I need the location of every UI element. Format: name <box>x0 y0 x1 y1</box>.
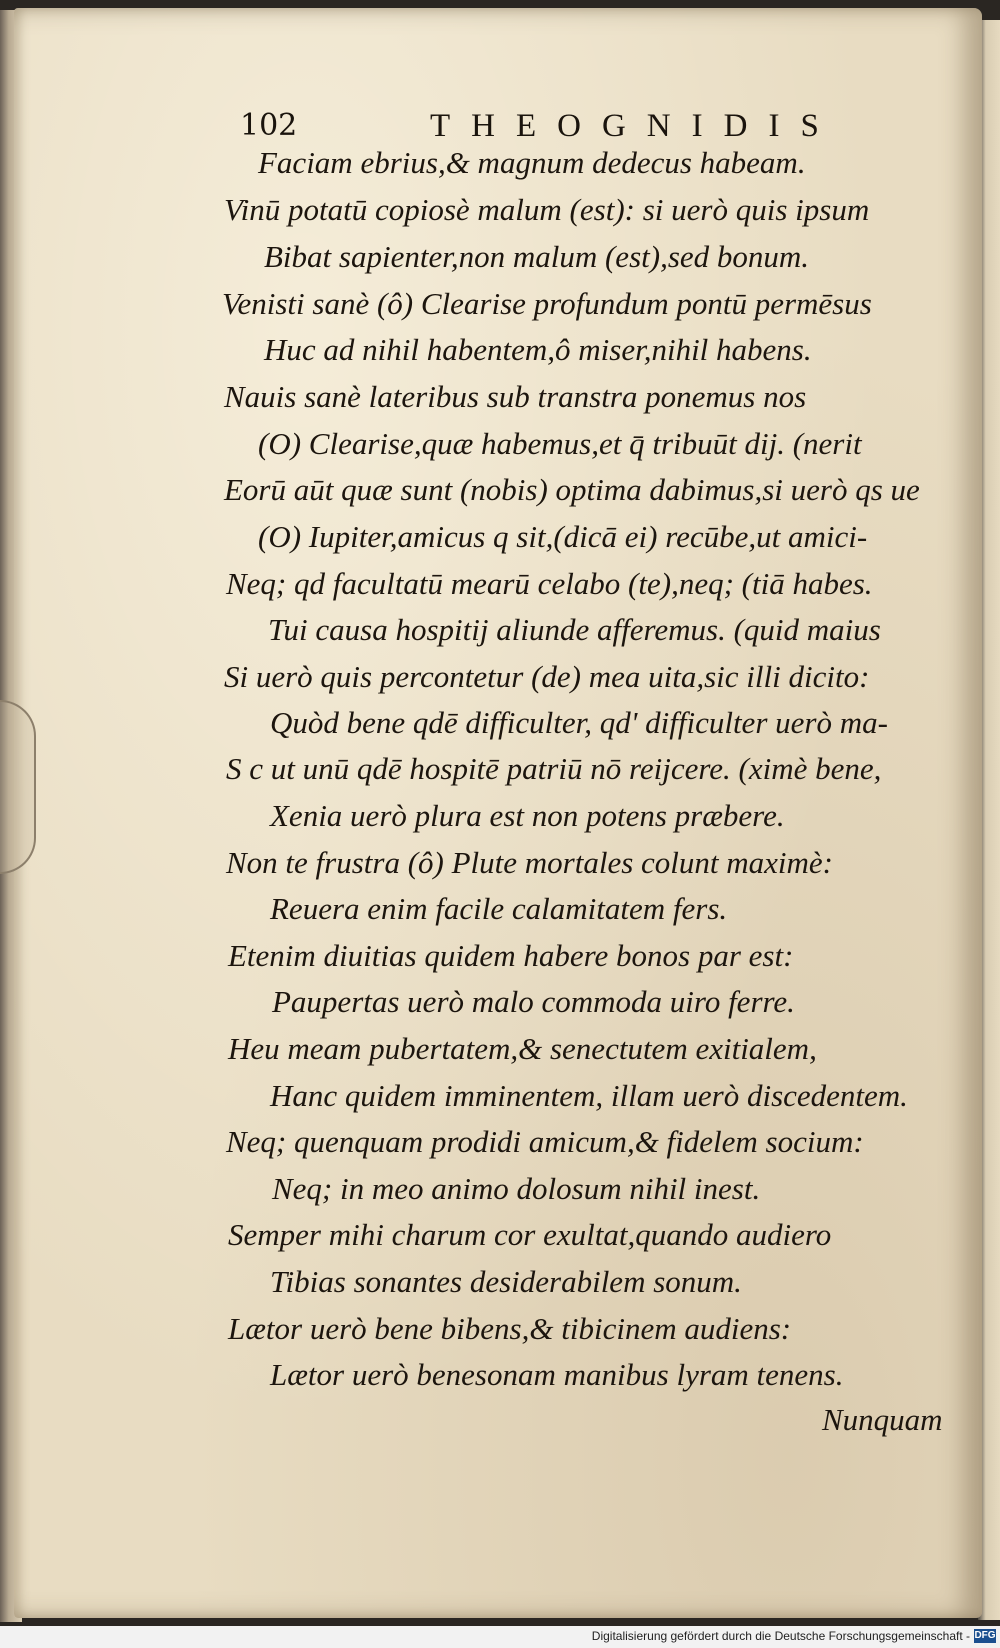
funding-credit: Digitalisierung gefördert durch die Deutsche Forschungsgemeinschaft - <box>591 1629 970 1643</box>
running-title: THEOGNIDIS <box>430 108 840 144</box>
text-line: Lætor uerò bene bibens,& tibicinem audiens: <box>228 1311 792 1346</box>
footer-bar <box>0 1626 1000 1648</box>
text-line: Bibat sapienter,non malum (est),sed bonum. <box>264 239 810 274</box>
text-line: Paupertas uerò malo commoda uiro ferre. <box>272 984 795 1019</box>
text-line: Neq; quenquam prodidi amicum,& fidelem socium: <box>226 1124 864 1159</box>
catchword: Nunquam <box>822 1402 943 1437</box>
text-block <box>14 8 982 1618</box>
text-line: Si uerò quis percontetur (de) mea uita,sic illi dicito: <box>224 659 870 694</box>
text-line: (O) Iupiter,amicus q sit,(dicā ei) recūbe,ut amici- <box>258 519 868 554</box>
text-line: Huc ad nihil habentem,ô miser,nihil habens. <box>264 332 812 367</box>
dfg-logo: DFG <box>974 1630 996 1641</box>
text-line: Semper mihi charum cor exultat,quando audiero <box>228 1217 832 1252</box>
text-line: Vinū potatū copiosè malum (est): si uerò quis ipsum <box>224 192 870 227</box>
text-line: Heu meam pubertatem,& senectutem exitialem, <box>228 1031 817 1066</box>
text-line: Neq; qd facultatū mearū celabo (te),neq; (tiā habes. <box>226 566 873 601</box>
text-line: Faciam ebrius,& magnum dedecus habeam. <box>258 145 806 180</box>
text-line: Quòd bene qdē difficulter, qd' difficulter uerò ma- <box>270 705 888 740</box>
book-page <box>14 8 982 1618</box>
text-line: Nauis sanè lateribus sub transtra ponemus nos <box>224 379 807 414</box>
text-line: Neq; in meo animo dolosum nihil inest. <box>272 1171 761 1206</box>
text-line: Tui causa hospitij aliunde afferemus. (quid maius <box>268 612 881 647</box>
text-line: Lætor uerò benesonam manibus lyram tenens. <box>270 1357 844 1392</box>
text-line: Venisti sanè (ô) Clearise profundum pontū permēsus <box>222 286 872 321</box>
text-line: Etenim diuitias quidem habere bonos par est: <box>228 938 794 973</box>
text-line: S c ut unū qdē hospitē patriū nō reijcere. (ximè bene, <box>226 751 882 786</box>
text-line: Tibias sonantes desiderabilem sonum. <box>270 1264 742 1299</box>
page-number: 102 <box>240 108 298 143</box>
text-line: Xenia uerò plura est non potens præbere. <box>270 798 785 833</box>
binding-clip <box>0 700 36 874</box>
text-line: Reuera enim facile calamitatem fers. <box>270 891 728 926</box>
text-line: Non te frustra (ô) Plute mortales colunt maximè: <box>226 845 833 880</box>
text-line: Eorū aūt quæ sunt (nobis) optima dabimus,si uerò qs ue <box>224 472 920 507</box>
text-line: (O) Clearise,quæ habemus,et q̄ tribuūt dij. (nerit <box>258 426 862 461</box>
text-line: Hanc quidem imminentem, illam uerò discedentem. <box>270 1078 908 1113</box>
